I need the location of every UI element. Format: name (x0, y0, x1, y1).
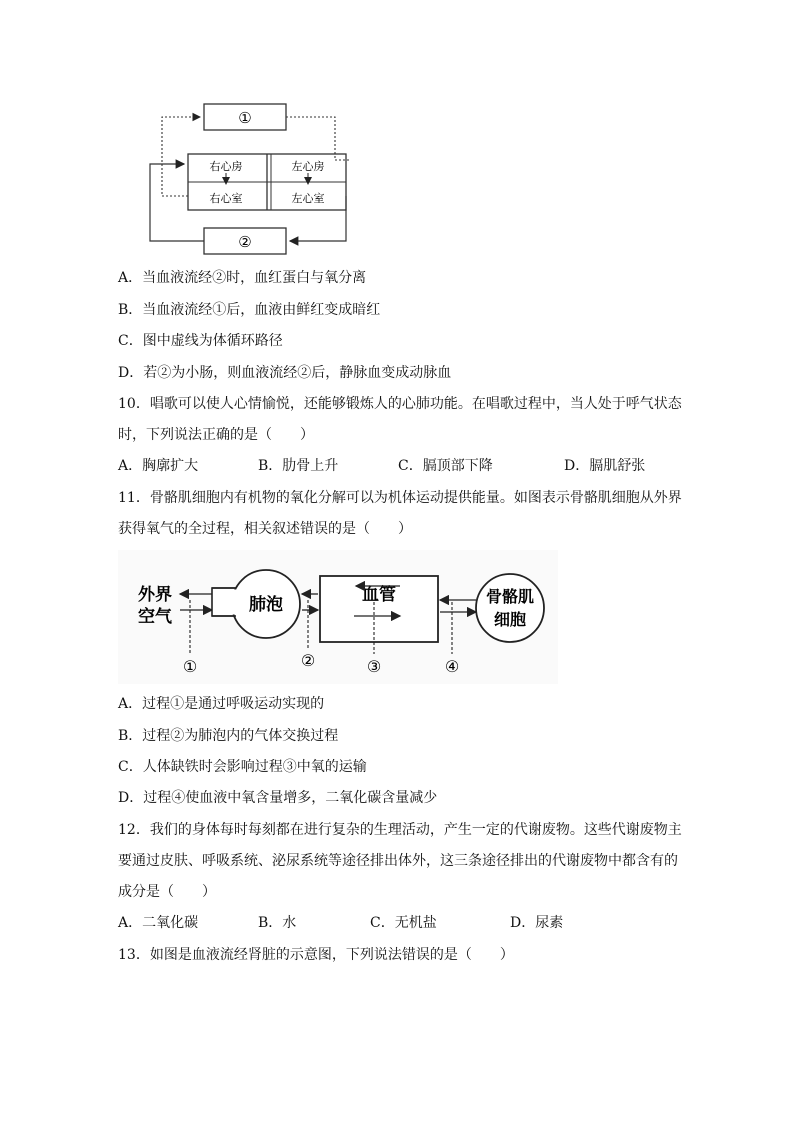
outside-air-label-2: 空气 (138, 607, 172, 627)
q12-stem-line3: 成分是（ ） (118, 884, 216, 900)
right-ventricle: 右心室 (209, 192, 243, 205)
circulation-diagram (120, 98, 360, 258)
oxygen-pathway-diagram (118, 550, 558, 684)
outside-air-label-1: 外界 (138, 585, 172, 605)
muscle-cell-label-1: 骨骼肌 (485, 587, 535, 606)
q13-stem-line1: 13．如图是血液流经肾脏的示意图，下列说法错误的是（ ） (118, 947, 514, 963)
muscle-cell (476, 574, 544, 642)
q12-option-d: D．尿素 (510, 915, 564, 931)
q10-option-d: D．膈肌舒张 (564, 458, 646, 474)
q12-option-a: A．二氧化碳 (118, 915, 199, 931)
left-ventricle: 左心室 (291, 192, 325, 205)
q9-option-b: B．当血液流经①后，血液由鲜红变成暗红 (118, 302, 381, 318)
q12-option-c: C．无机盐 (370, 915, 437, 931)
q9-option-a: A．当血液流经②时，血红蛋白与氧分离 (118, 270, 367, 286)
q10-option-c: C．膈顶部下降 (398, 458, 493, 474)
q9-option-d: D．若②为小肠，则血液流经②后，静脉血变成动脉血 (118, 365, 452, 381)
marker-4: ④ (444, 657, 460, 676)
q12-stem-line2: 要通过皮肤、呼吸系统、泌尿系统等途径排出体外，这三条途径排出的代谢废物中都含有的 (118, 853, 678, 869)
q10-option-b: B．肋骨上升 (258, 458, 339, 474)
right-atrium: 右心房 (209, 160, 243, 173)
q10-stem-line1: 10．唱歌可以使人心情愉悦，还能够锻炼人的心肺功能。在唱歌过程中，当人处于呼气状态 (118, 396, 682, 412)
marker-3: ③ (366, 657, 382, 676)
muscle-cell-label-2: 细胞 (493, 610, 527, 629)
marker-1: ① (182, 657, 198, 676)
q11-option-d: D．过程④使血液中氧含量增多，二氧化碳含量减少 (118, 790, 438, 806)
q11-option-b: B．过程②为肺泡内的气体交换过程 (118, 728, 339, 744)
box-2-label: ② (238, 233, 252, 251)
q11-stem-line2: 获得氧气的全过程，相关叙述错误的是（ ） (118, 521, 412, 537)
q10-stem-line2: 时，下列说法正确的是（ ） (118, 427, 314, 443)
q11-option-c: C．人体缺铁时会影响过程③中氧的运输 (118, 759, 367, 775)
marker-2: ② (300, 651, 316, 670)
q11-stem-line1: 11．骨骼肌细胞内有机物的氧化分解可以为机体运动提供能量。如图表示骨骼肌细胞从外界 (118, 490, 682, 506)
q10-option-a: A．胸廓扩大 (118, 458, 199, 474)
q12-stem-line1: 12．我们的身体每时每刻都在进行复杂的生理活动，产生一定的代谢废物。这些代谢废物主 (118, 822, 682, 838)
q11-option-a: A．过程①是通过呼吸运动实现的 (118, 696, 325, 712)
q12-option-b: B．水 (258, 915, 297, 931)
box-1-label: ① (238, 109, 252, 127)
left-atrium: 左心房 (291, 160, 325, 173)
alveolus-label: 肺泡 (249, 595, 283, 615)
blood-vessel-label: 血管 (362, 585, 396, 605)
q9-option-c: C．图中虚线为体循环路径 (118, 333, 283, 349)
